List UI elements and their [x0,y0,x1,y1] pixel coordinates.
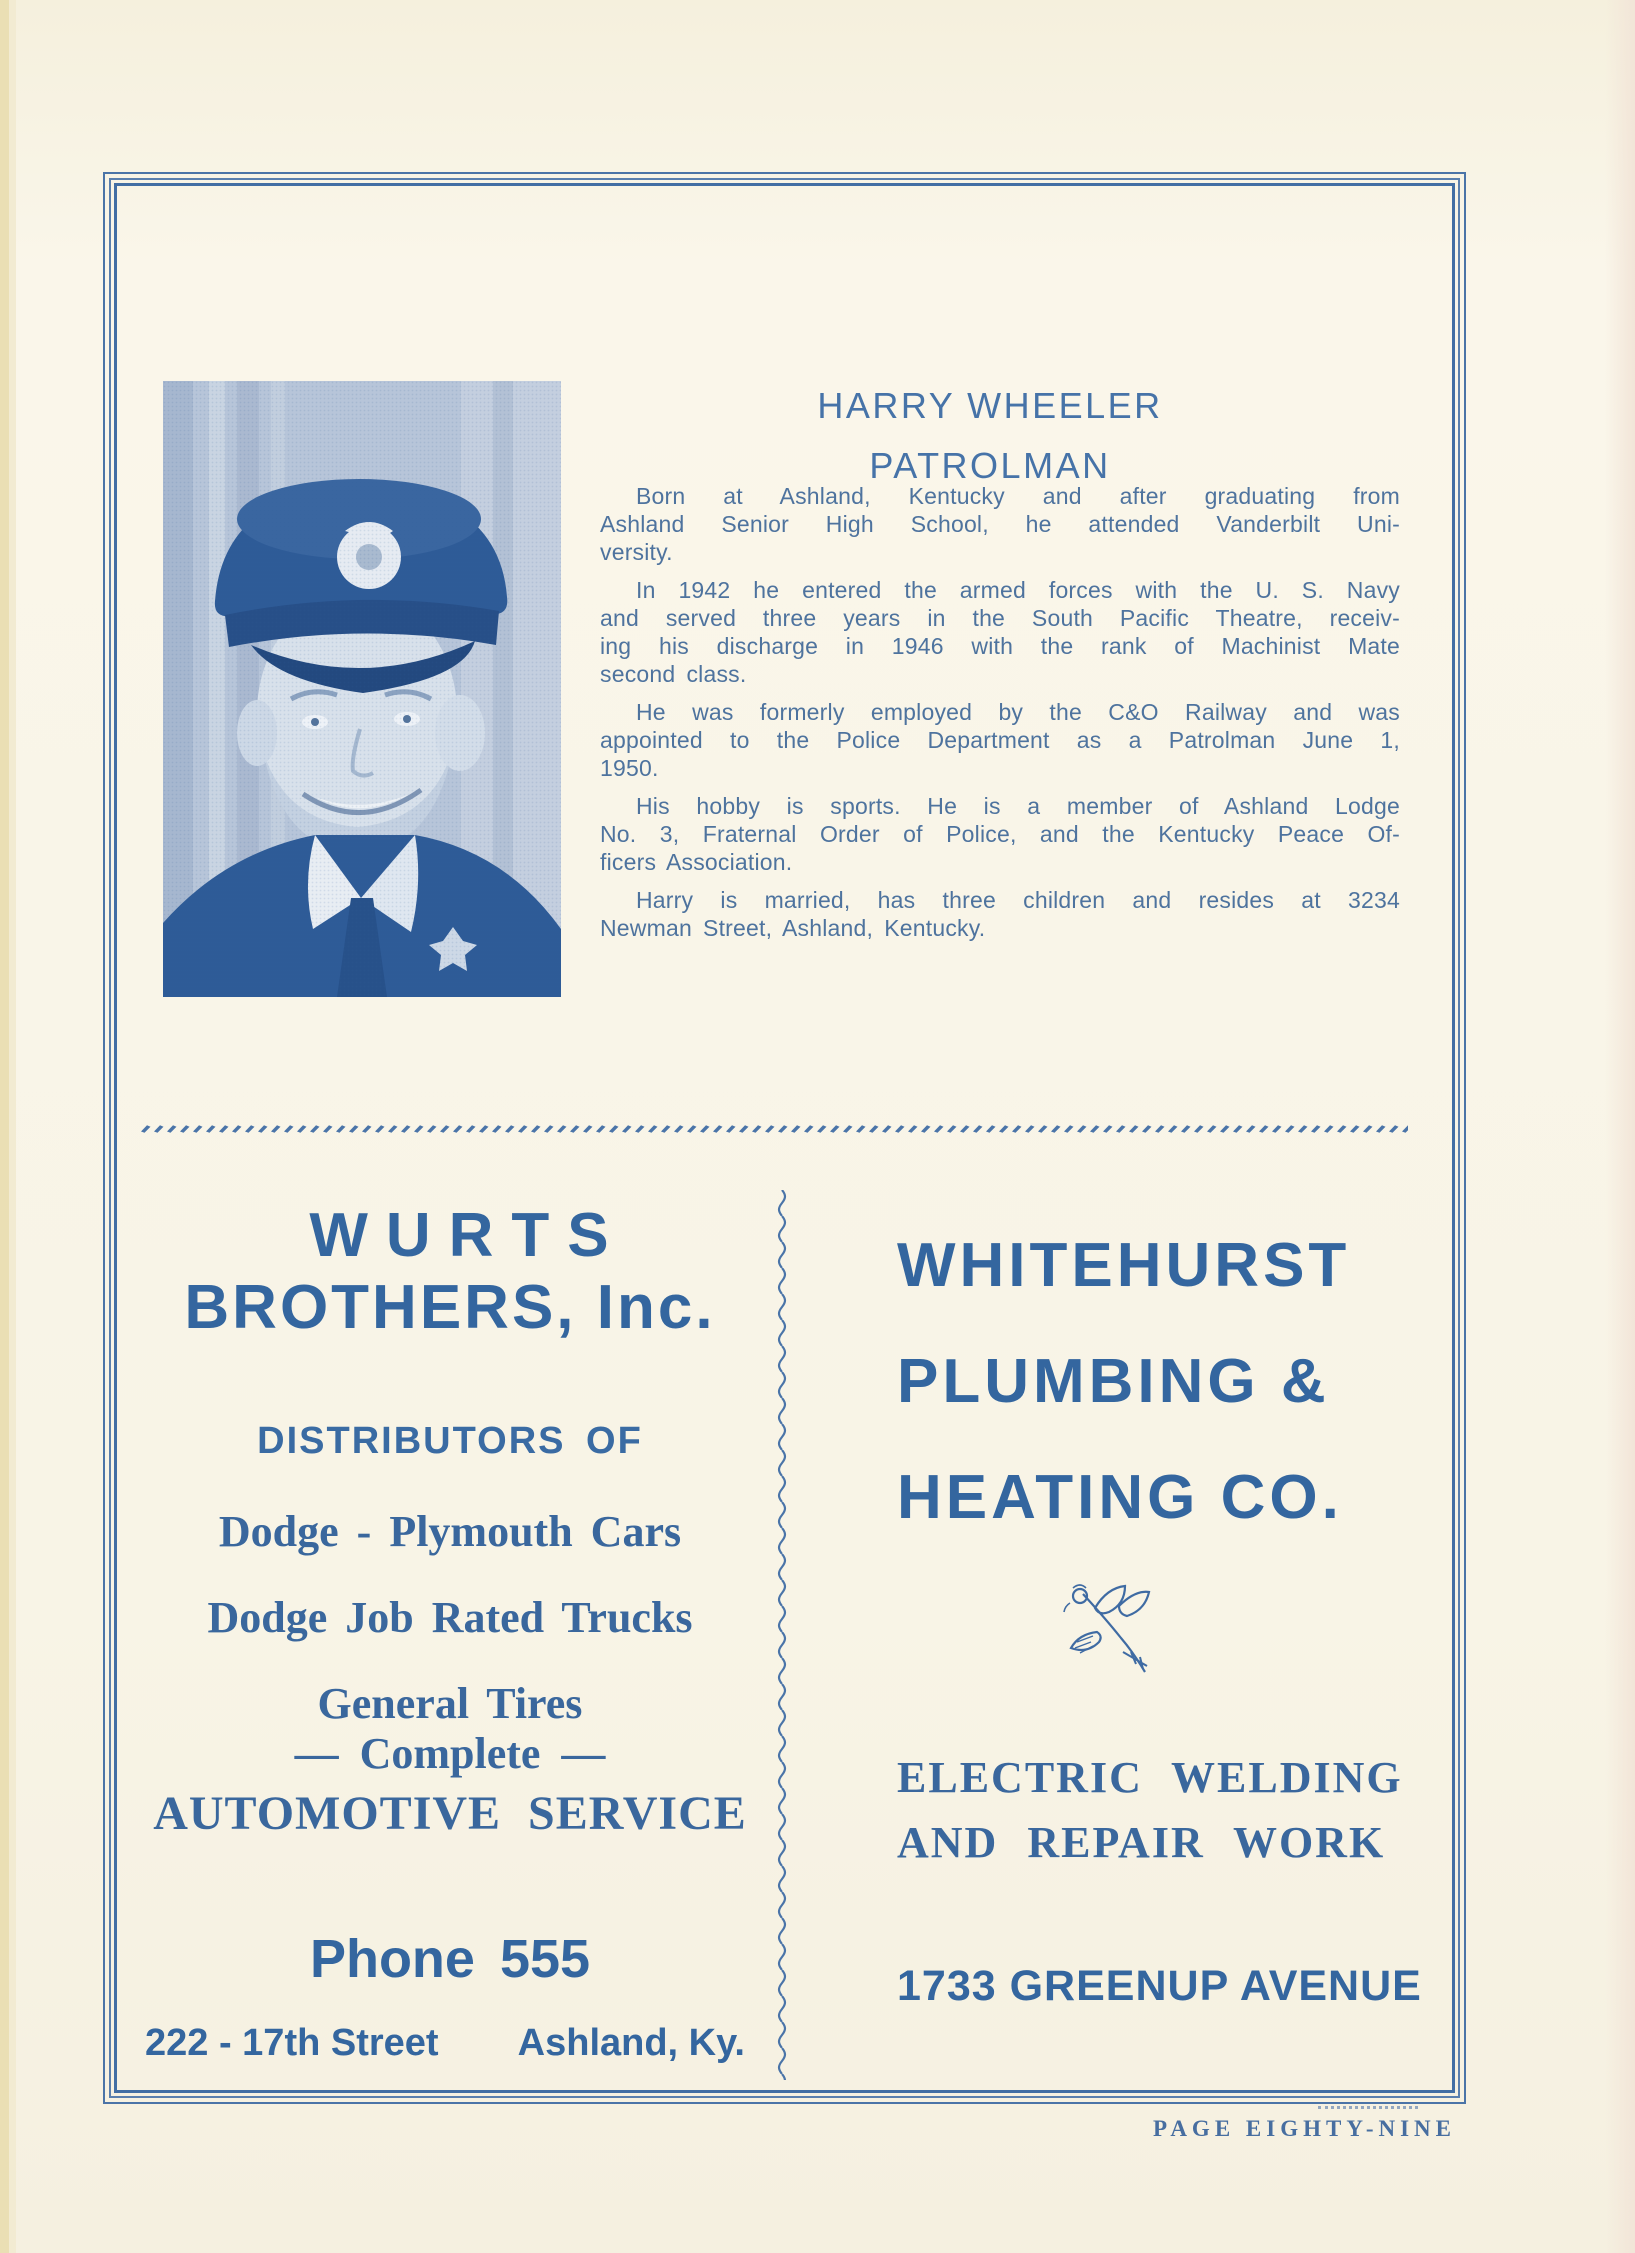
wurts-ad-phone: Phone 555 [309,1929,591,1989]
bio-line: He was formerly employed by the C&O Railway and was [636,699,1400,725]
profile-heading [600,376,1380,496]
bio-line: Newman Street, Ashland, Kentucky. [600,915,986,941]
bio-line: Harry is married, has three children and resides at 3234 [636,887,1400,913]
whitehurst-ad-address: 1733 GREENUP AVENUE [897,1962,1422,2010]
bio-line: and served three years in the South Pacific Theatre, receiv- [600,605,1400,631]
wurts-ad-product-line: General Tires [317,1679,583,1728]
whitehurst-ad-service-line2: AND REPAIR WORK [897,1818,1386,1867]
bio-paragraph [600,576,1400,688]
profile-title: PATROLMAN [869,445,1111,486]
wurts-ad-service-line2: AUTOMOTIVE SERVICE [153,1787,747,1840]
whitehurst-ad-service-line1: ELECTRIC WELDING [897,1753,1403,1802]
patrolman-photo [163,381,561,997]
bio-line: No. 3, Fraternal Order of Police, and the Kentucky Peace Of- [600,821,1400,847]
wurts-ad-product-line: Dodge - Plymouth Cars [218,1507,682,1556]
bio-line: Ashland Senior High School, he attended Vanderbilt Uni- [600,511,1400,537]
wurts-ad-product-line: Dodge Job Rated Trucks [207,1593,693,1642]
wurts-ad-tagline: DISTRIBUTORS OF [257,1420,643,1462]
bio-line: His hobby is sports. He is a member of Ashland Lodge [636,793,1400,819]
wurts-ad-name-line1: WURTS [309,1201,627,1270]
profile-name: HARRY WHEELER [817,385,1163,426]
bio-paragraph [600,792,1400,876]
horizontal-rope-divider [140,1124,1408,1133]
bio-line: ing his discharge in 1946 with the rank of Machinist Mate [600,633,1400,659]
wurts-ad-name-line2: BROTHERS, Inc. [184,1273,716,1342]
page-edge-left [0,0,9,2253]
bio-line: Born at Ashland, Kentucky and after graduating from [636,483,1400,509]
bio-paragraph [600,482,1400,566]
leaf-sprig-icon [1063,1578,1163,1678]
wurts-ad-street: 222 - 17th Street [145,2022,439,2064]
whitehurst-ad-name-line2: PLUMBING & [897,1347,1330,1416]
bio-line: In 1942 he entered the armed forces with the U. S. Navy [636,577,1400,603]
bio-paragraph [600,698,1400,782]
bio-line: ficers Association. [600,849,793,875]
bio-line: appointed to the Police Department as a Patrolman June 1, [600,727,1400,753]
wurts-ad-city: Ashland, Ky. [517,2022,745,2064]
wurts-ad-address-row [145,2022,745,2065]
page-edge-left-inner [9,0,16,2253]
page-number: PAGE EIGHTY-NINE [1152,2116,1456,2141]
scan-artifact-dots [1318,2106,1418,2109]
whitehurst-ad-name-line3: HEATING CO. [897,1463,1343,1532]
bio-line: versity. [600,539,673,565]
whitehurst-ad-name-line1: WHITEHURST [897,1231,1351,1300]
biography-text [600,482,1400,952]
bio-paragraph [600,886,1400,942]
bio-line: second class. [600,661,747,687]
page-edge-right [1605,0,1635,2253]
bio-line: 1950. [600,755,659,781]
wurts-ad-service-line1: — Complete — [294,1729,606,1778]
